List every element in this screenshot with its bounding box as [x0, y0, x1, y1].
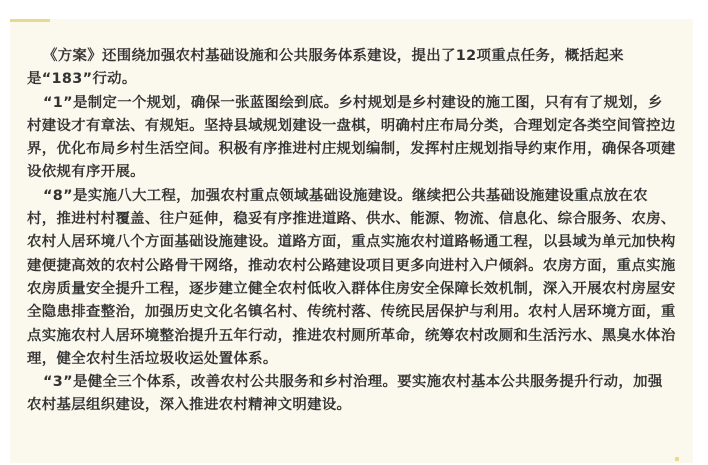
paragraph-one-plan: “1”是制定一个规划，确保一张蓝图绘到底。乡村规划是乡村建设的施工图，只有有了规划，乡村建设才有章法、有规矩。坚持县域规划建设一盘棋，明确村庄布局分类，合理划定各类空间管控边界，优化布局乡村生活空间。积极有序推进村庄规划编制，发挥村庄规划指导约束作用，确保各项建设依规有序开展。	[27, 94, 676, 181]
decorative-corner-dot	[675, 457, 679, 461]
paragraph-eight-projects: “8”是实施八大工程，加强农村重点领域基础设施建设。继续把公共基础设施建设重点放在农村，推进村村覆盖、往户延伸，稳妥有序推进道路、供水、能源、物流、信息化、综合服务、农房、农村人居环境八个方面基础设施建设。道路方面，重点实施农村道路畅通工程，以县域为单元加快构建便捷高效的农村公路骨干网络，推动农村公路建设项目更多向进村入户倾斜。农房方面，重点实施农房质量安全提升工程，逐步建立健全农村低收入群体住房安全保障长效机制，深入开展农村房屋安全隐患排查整治，加强历史文化名镇名村、传统村落、传统民居保护与利用。农村人居环境方面，重点实施农村人居环境整治提升五年行动，推进农村厕所革命，统筹农村改厕和生活污水、黑臭水体治理，健全农村生活垃圾收运处置体系。	[27, 187, 676, 367]
paragraph-intro: 《方案》还围绕加强农村基础设施和公共服务体系建设，提出了12项重点任务，概括起来是“183”行动。	[27, 48, 624, 88]
paragraph-three-systems: “3”是健全三个体系，改善农村公共服务和乡村治理。要实施农村基本公共服务提升行动，加强农村基层组织建设，深入推进农村精神文明建设。	[27, 374, 663, 414]
article-panel	[10, 19, 693, 463]
article-body	[27, 45, 677, 418]
decorative-corner-mark	[10, 19, 50, 22]
